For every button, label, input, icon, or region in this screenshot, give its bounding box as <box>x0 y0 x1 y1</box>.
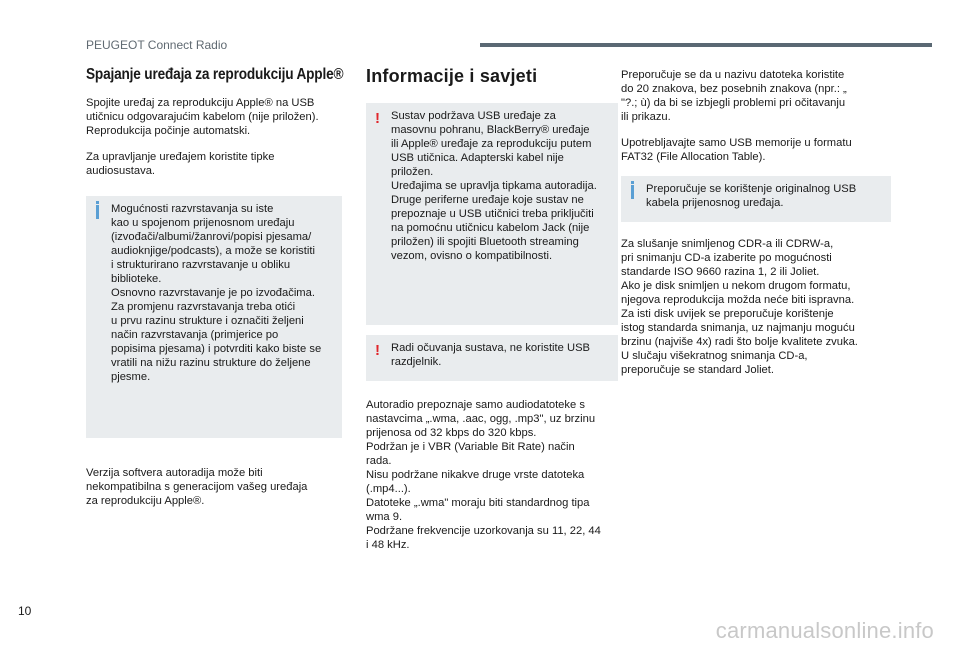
header-divider-bar <box>480 43 932 47</box>
column-apple-player <box>86 66 342 508</box>
exclamation-icon: ! <box>375 110 380 127</box>
info-note-sorting-text: Mogućnosti razvrstavanja su iste kao u spojenom prijenosnom uređaju (izvođači/albumi/žanrovi/popisi pjesama/ audioknjige/podcasts), a može se koristiti i strukturirano razvrstavanje u obliku biblioteke. Osnovno razvrstavanje je po izvođačima. Za promjenu razvrstavanja treba otići u prvu razinu strukture i označiti željeni način razvrstavanja (primjerice po popisima pjesama) i potvrditi kako biste se vratili na nižu razinu strukture do željene pjesme. <box>111 203 322 383</box>
info-icon <box>96 201 99 204</box>
paragraph-cd-recording: Za slušanje snimljenog CDR-a ili CDRW-a, pri snimanju CD-a izaberite po mogućnosti standarde ISO 9660 razina 1, 2 ili Joliet. Ako je disk snimljen u nekom drugom formatu, njegova reprodukcija možda neće biti ispravna. Za isti disk uvijek se preporučuje korištenje istog standarda snimanja, uz najmanju moguću brzinu (najviše 4x) radi što bolje kvalitete zvuka. U slučaju višekratnog snimanja CD-a, preporučuje se standard Joliet. <box>621 238 858 376</box>
column-info-advice <box>366 66 618 552</box>
paragraph-file-names: Preporučuje se da u nazivu datoteka koristite do 20 znakova, bez posebnih znakova (npr.: „ "?.; ù) da bi se izbjegli problemi pri očitavanju ili prikazu. <box>621 69 847 123</box>
section-title-info: Informacije i savjeti <box>366 66 538 86</box>
exclamation-icon: ! <box>375 342 380 359</box>
section-title-apple: Spajanje uređaja za reprodukciju Apple® <box>86 66 344 83</box>
warning-note-usb <box>366 103 618 325</box>
paragraph-audio-formats: Autoradio prepoznaje samo audiodatoteke s nastavcima „.wma, .aac, ogg, .mp3", uz brzinu prijenosa od 32 kbps do 320 kbps. Podržan je i VBR (Variable Bit Rate) način rada. Nisu podržane nikakve druge vrste datoteka (.mp4...). Datoteke „.wma" moraju biti standardnog tipa wma 9. Podržane frekvencije uzorkovanja su 11, 22, 44 i 48 kHz. <box>366 399 601 551</box>
header-title: PEUGEOT Connect Radio <box>86 38 228 52</box>
paragraph-connect-apple: Spojite uređaj za reprodukciju Apple® na USB utičnicu odgovarajućim kabelom (nije priložen). Reprodukcija počinje automatski. <box>86 97 319 137</box>
paragraph-fat32: Upotrebljavajte samo USB memorije u formatu FAT32 (File Allocation Table). <box>621 137 852 163</box>
watermark: carmanualsonline.info <box>715 618 934 643</box>
warning-note-hub <box>366 335 618 381</box>
paragraph-software-version: Verzija softvera autoradija može biti nekompatibilna s generacijom vašeg uređaja za reprodukciju Apple®. <box>86 467 308 507</box>
column-file-advice <box>621 68 891 377</box>
info-note-cable <box>621 176 891 222</box>
info-icon <box>631 181 634 184</box>
info-note-sorting <box>86 196 342 438</box>
warning-note-hub-text: Radi očuvanja sustava, ne koristite USB razdjelnik. <box>391 342 590 368</box>
page-number: 10 <box>18 604 32 618</box>
paragraph-control-keys: Za upravljanje uređajem koristite tipke audiosustava. <box>86 151 275 177</box>
info-note-cable-text: Preporučuje se korištenje originalnog USB kabela prijenosnog uređaja. <box>646 183 857 209</box>
warning-note-usb-text: Sustav podržava USB uređaje za masovnu pohranu, BlackBerry® uređaje ili Apple® uređaje za reprodukciju putem USB utičnica. Adapterski kabel nije priložen. Uređajima se upravlja tipkama autoradija. Druge periferne uređaje koje sustav ne prepoznaje u USB utičnici treba priključiti na pomoćnu utičnicu kabelom Jack (nije priložen) ili spojiti Bluetooth streaming vezom, ovisno o kompatibilnosti. <box>391 110 597 262</box>
